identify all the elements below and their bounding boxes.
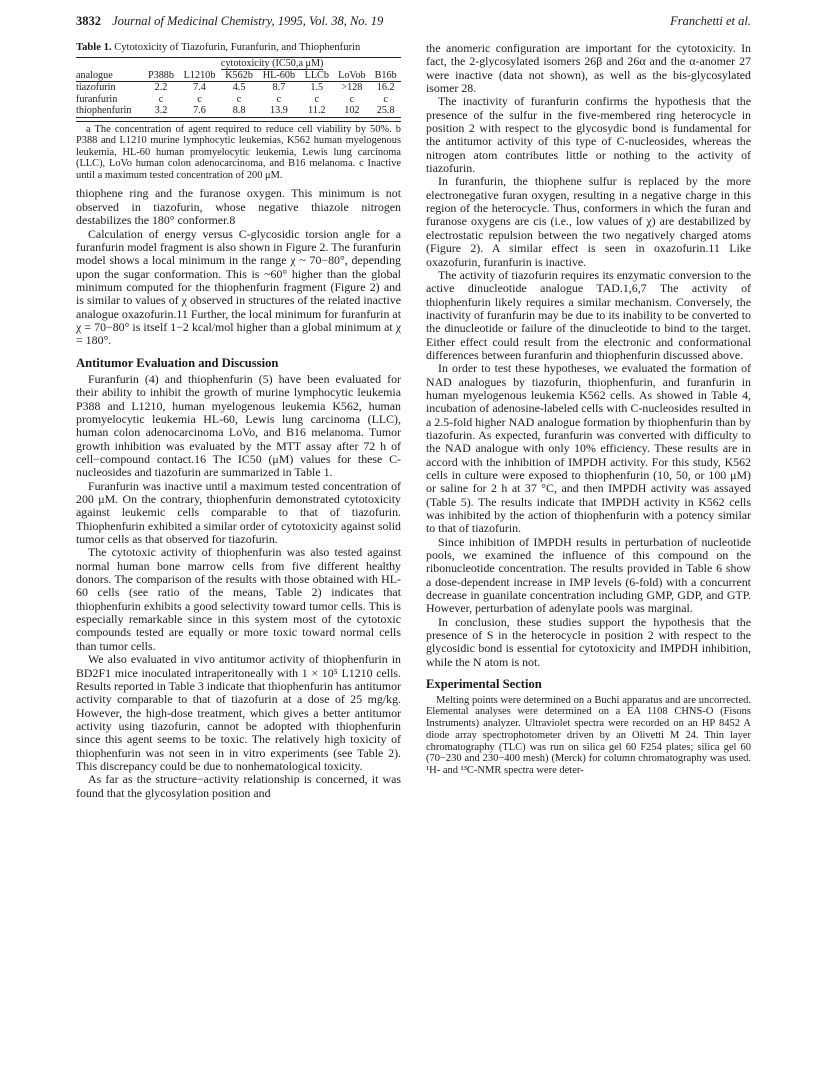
table-column-header: HL-60b — [262, 69, 296, 81]
table-caption-text: Cytotoxicity of Tiazofurin, Furanfurin, and Thiophenfurin — [114, 42, 361, 53]
left-paragraph-4: Furanfurin was inactive until a maximum tested concentration of 200 μM. On the contrary, thiophenfurin demonstrated cytotoxicity against leukemic cells comparable to that of tiazofurin. Thiophenfurin exhibited a similar order of cytotoxicity against solid tumor cells as that observed for tiazofurin. — [76, 478, 401, 547]
left-paragraph-3: Furanfurin (4) and thiophenfurin (5) have been evaluated for their ability to inhibit the growth of murine lymphocytic leukemia P388 and L1210, human myelogenous leukemia K562, human promyelocytic leukemia HL-60, Lewis lung carcinoma (LLC), human colon adenocarcinoma LoVo, and B16 melanoma. Tumor growth inhibition was evaluated by the MTT assay after 72 h of cell−compound contact.16 The IC50 (μM) values for these C-nucleosides and tiazofurin are summarized in Table 1. — [76, 371, 401, 480]
section-heading-antitumor: Antitumor Evaluation and Discussion — [76, 355, 279, 370]
table-label: Table 1. — [76, 42, 112, 53]
table-cell: c — [158, 93, 164, 105]
table-cell: 3.2 — [154, 105, 168, 116]
table-cell: 1.5 — [300, 82, 333, 94]
table-cell: c — [197, 93, 202, 105]
table-cell: 4.5 — [220, 82, 257, 94]
table-group-header: cytotoxicity (IC50,a μM) — [143, 58, 401, 70]
table-row — [76, 105, 401, 117]
table-cell: 25.8 — [376, 105, 395, 116]
left-paragraph-2: Calculation of energy versus C-glycosidic torsion angle for a furanfurin model fragment is also shown in Figure 2. The furanfurin model shows a local minimum in the range χ ~ 70−80°, depending upon the sugar conformation. This is ~60° higher than the global minimum computed for the thiophenfurin fragment (Figure 2) and is similar to values of χ observed in structures of the related inactive analogue oxazofurin.11 Further, the local minimum for furanfurin at χ = 70−80° is itself 1−2 kcal/mol higher than a global minimum at χ = 180°. — [76, 226, 401, 348]
right-paragraph-3: In furanfurin, the thiophene sulfur is replaced by the more electronegative furan oxygen, resulting in a negative charge in this region of the heterocycle. Thus, conformers in which the furan and furanose oxygens are cis (i.e., low values of χ) are destabilized by electrostatic repulsion between the two negatively charged atoms (Figure 2). A similar effect is seen in oxazofurin.11 Like oxazofurin, furanfurin is inactive. — [426, 174, 751, 269]
table-cell: tiazofurin — [76, 82, 143, 94]
table-cell: >128 — [333, 82, 370, 94]
table-column-header: analogue — [76, 69, 113, 81]
left-paragraph-5: The cytotoxic activity of thiophenfurin was also tested against normal human bone marrow cells from five different healthy donors. The comparison of the results with those obtained with HL-60 cells (see ratio of the means, Table 2) indicates that thiophenfurin exhibits a good selectivity toward tumor cells. This is especially remarkable since in this system most of the cytotoxic compounds tested are equally or more toxic toward normal cells than tumor cells. — [76, 545, 401, 653]
page-number: 3832 — [76, 14, 101, 28]
journal-citation: Journal of Medicinal Chemistry, 1995, Vol. 38, No. 19 — [112, 14, 384, 28]
table-column-header: LLCb — [304, 69, 329, 81]
table-column-header: L1210b — [183, 69, 216, 81]
table-footnote-text: a The concentration of agent required to reduce cell viability by 50%. b P388 and L1210 murine lymphocytic leukemias, K562 human myelogenous leukemia, HL-60 human promyelocytic leukemia, Lewis lung carcinoma (LLC), LoVo human colon adenocarcinoma, and B16 melanoma. c Inactive until a maximum tested concentration of 200 μM. — [76, 123, 401, 181]
table-cell: 8.7 — [258, 82, 301, 94]
table-cell: 7.4 — [179, 82, 221, 94]
cytotoxicity-table — [76, 57, 401, 118]
header-left — [76, 14, 383, 29]
table-body — [76, 82, 401, 118]
table-cell: c — [383, 93, 388, 105]
right-column — [426, 42, 751, 777]
table-cell: c — [236, 93, 242, 105]
table-cell: furanfurin — [76, 93, 118, 105]
table-column-header: B16b — [374, 69, 397, 81]
table-cell: 2.2 — [143, 82, 178, 94]
right-paragraph-5: In order to test these hypotheses, we evaluated the formation of NAD analogues by tiazofurin, thiophenfurin, and furanfurin in human myelogenous leukemia K562 cells. As showed in Table 4, incubation of adenosine-labeled cells with C-nucleosides resulted in a 2.5-fold higher NAD analogue formation by thiophenfurin than by tiazofurin. As expected, furanfurin was converted with difficulty to the NAD analogue with only 10% efficiency. These results are in accord with the inhibition of IMPDH activity. For this study, K562 cells in culture were exposed to thiophenfurin (10, 50, or 100 μM) or saline for 2 h at 37 °C, and then IMPDH activity was assayed (Table 5). The results indicate that IMPDH activity in K562 cells was inhibited by the action of thiophenfurin with a potency similar to that of tiazofurin. — [426, 361, 751, 536]
left-paragraph-6: We also evaluated in vivo antitumor activity of thiophenfurin in BD2F1 mice inoculated intraperitoneally with 1 × 10⁵ L1210 cells. Results reported in Table 3 indicate that thiophenfurin has antitumor activity comparable to that of tiazofurin at a dose of 25 mg/kg. However, the high-dose treatment, which gives a better antitumor activity using tiazofurin, cannot be adopted with thiophenfurin since this agent seems to be toxic. The relatively high toxicity of thiophenfurin was not seen in in vitro experiments (see Table 2). This discrepancy could be due to nonhematological toxicity. — [76, 652, 401, 773]
left-paragraph-7: As far as the structure−activity relationship is concerned, it was found that the glycosylation position and — [76, 772, 401, 800]
right-paragraph-7: In conclusion, these studies support the hypothesis that the presence of S in the heterocycle in position 2 with respect to the glycosidic bond is essential for cytotoxicity and IMPDH inhibition, while the N atom is not. — [426, 614, 751, 669]
table-header-row — [76, 70, 401, 82]
table-cell: 8.8 — [232, 105, 246, 116]
table-cell: c — [276, 93, 282, 105]
table-cell: c — [314, 93, 320, 105]
right-paragraph-1: the anomeric configuration are important for the cytotoxicity. In fact, the 2-glycosylated isomers 26β and 26α and the α-anomer 27 were inactive (data not shown), as well as the bis-glycosylated isomer 28. — [426, 41, 751, 96]
table-cell: thiophenfurin — [76, 105, 132, 116]
experimental-text-block — [426, 695, 751, 777]
section-heading-experimental: Experimental Section — [426, 677, 542, 692]
left-paragraph-1: thiophene ring and the furanose oxygen. This minimum is not observed in tiazofurin, whose negative thiazole nitrogen destabilizes the 180° conformer.8 — [76, 186, 401, 228]
experimental-paragraph: Melting points were determined on a Buchi apparatus and are uncorrected. Elemental analyses were determined on a EA 1108 CHNS-O (Fisons Instruments) analyzer. Ultraviolet spectra were recorded on an HP 8452 A diode array spectrophotometer driven by an Olivetti M 24. Thin layer chromatography (TLC) was run on silica gel 60 F254 plates; silica gel 60 (70−230 and 230−400 mesh) (Merck) for column chromatography was used. ¹H- and ¹³C-NMR spectra were deter- — [426, 694, 751, 776]
table-footnote — [76, 121, 401, 182]
table-cell: 7.6 — [193, 105, 206, 116]
table-row — [76, 94, 401, 106]
table-cell: 13.9 — [270, 105, 288, 116]
right-paragraph-6: Since inhibition of IMPDH results in perturbation of nucleotide pools, we examined the influence of this compound on the ribonucleotide concentration. The results provided in Table 6 show a dose-dependent increase in IMP levels (6-fold) with a concurrent decrease in guanilate concentration including GMP, GDP, and GTP. However, perturbation of adenylate pools was marginal. — [426, 534, 751, 616]
table-cell: 102 — [344, 105, 360, 116]
table-column-header: K562b — [225, 69, 253, 81]
table-cell: 11.2 — [308, 105, 326, 116]
table-cell: 16.2 — [370, 82, 401, 94]
table-cell: c — [349, 93, 355, 105]
running-header — [76, 14, 751, 34]
table-column-header: LoVob — [338, 69, 366, 81]
table-caption — [76, 42, 401, 54]
table-corner — [76, 58, 143, 70]
table-row — [76, 82, 401, 94]
right-paragraph-4: The activity of tiazofurin requires its enzymatic conversion to the active dinucleotide analogue TAD.1,6,7 The activity of thiophenfurin likely requires a similar mechanism. Conversely, the inactivity of furanfurin may be due to its inability to be converted to the dinucleotide or failure of the dinucleotide to bind to the target. Either effect could result from the electronic and conformational differences between furanfurin and thiophenfurin discussed above. — [426, 267, 751, 362]
table-column-header: P388b — [147, 69, 174, 81]
right-paragraph-2: The inactivity of furanfurin confirms the hypothesis that the presence of the sulfur in the five-membered ring heterocycle in position 2 with respect to the glycosydic bond is fundamental for the antitumor activity of this type of C-nucleosides, whereas the nitrogen atom contributes little or nothing to the activity of tiazofurin. — [426, 94, 751, 176]
left-column — [76, 42, 401, 800]
header-authors: Franchetti et al. — [670, 14, 751, 28]
